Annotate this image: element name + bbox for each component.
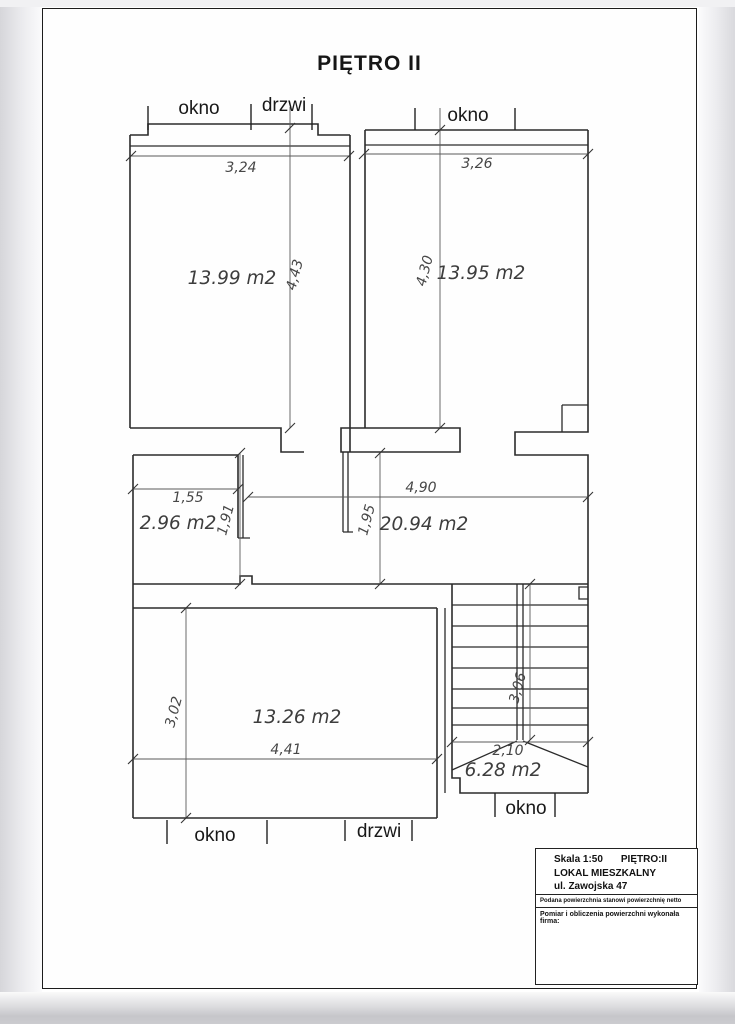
opening-ticks: [148, 104, 555, 844]
title-block-note-contractor: Pomiar i obliczenia powierzchni wykonała firma:: [540, 911, 680, 925]
label-window-bottom-right: okno: [505, 798, 547, 819]
dim-label-staircase-height: 3,06: [506, 670, 530, 706]
dim-label-bottom-left-height: 3,02: [162, 694, 186, 730]
page-edge-bottom: [0, 992, 735, 1024]
wall-corridor-jamb: [343, 452, 353, 532]
room-area-staircase: 6.28 m2: [464, 760, 542, 781]
label-window-top-left: okno: [178, 98, 220, 119]
label-window-top-right: okno: [447, 105, 489, 126]
opening-labels: [178, 95, 546, 846]
label-door-bottom: drzwi: [356, 821, 402, 842]
dim-label-small-room-height: 1,91: [214, 502, 238, 538]
dim-label-top-right-width: 3,26: [461, 156, 493, 172]
dim-label-top-right-height: 4,30: [413, 253, 437, 289]
stair-tread-lines: [452, 605, 588, 725]
dim-label-top-left-height: 4,43: [283, 257, 307, 293]
label-door-top-left: drzwi: [261, 95, 307, 116]
title-block-header: [536, 849, 697, 894]
room-area-small: 2.96 m2: [139, 513, 217, 534]
page-edge-left: [0, 0, 42, 1024]
dimension-lines: [131, 107, 588, 818]
title-block: [535, 848, 698, 985]
page-title: PIĘTRO II: [317, 52, 422, 75]
room-area-top-right: 13.95 m2: [436, 263, 526, 284]
room-area-bottom-left: 13.26 m2: [252, 707, 342, 728]
dim-label-corridor-width: 4,90: [405, 480, 437, 496]
wall-block-between-top-rooms: [341, 428, 460, 452]
title-block-note-net-area: Podana powierzchnia stanowi powierzchnię netto: [536, 894, 697, 908]
label-window-bottom-left: okno: [194, 825, 236, 846]
dim-label-small-room-width: 1,55: [172, 490, 204, 506]
room-area-labels: [140, 263, 542, 781]
wall-staircase-right-notch: [579, 587, 588, 599]
wall-room-top-right-right-and-east-wall: [515, 130, 588, 793]
title-block-unit-type: LOKAL MIESZKALNY: [554, 867, 657, 879]
wall-corridor-bottom: [133, 576, 588, 584]
dim-label-bottom-left-width: 4,41: [270, 742, 302, 758]
page-edge-top: [0, 0, 735, 7]
wall-room-top-left-bottom: [130, 428, 304, 452]
title-block-floor: PIĘTRO:II: [620, 854, 667, 865]
wall-room-top-left-top: [130, 124, 350, 135]
page-edge-right: [699, 0, 735, 1024]
stair-rail-lines: [517, 584, 523, 740]
dim-label-staircase-width: 2,10: [492, 743, 524, 759]
dim-label-corridor-height: 1,95: [355, 502, 379, 538]
dim-label-top-left-width: 3,24: [225, 160, 257, 176]
wall-corner-block-top-right: [562, 405, 588, 432]
title-block-scale: Skala 1:50: [554, 854, 603, 865]
walls: [130, 124, 588, 818]
room-area-corridor: 20.94 m2: [379, 514, 469, 535]
title-block-address: ul. Zawojska 47: [554, 881, 628, 892]
room-area-top-left: 13.99 m2: [187, 268, 277, 289]
